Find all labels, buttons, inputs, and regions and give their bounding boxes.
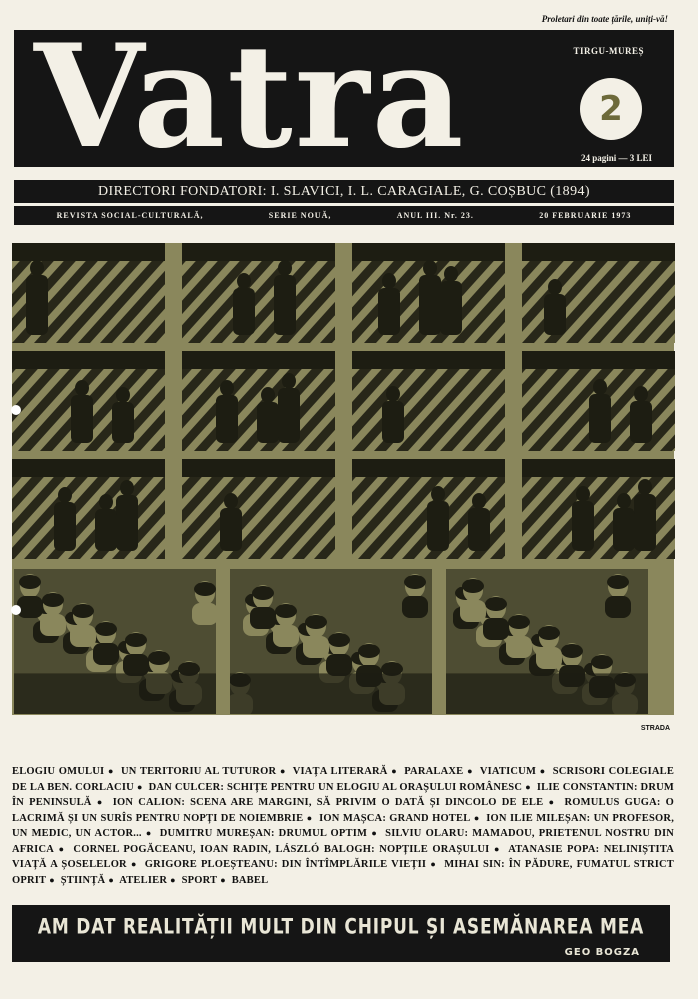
street-photo-frame (12, 351, 165, 451)
bullet-icon: ● (546, 797, 557, 807)
issue-number-badge: 2 (580, 78, 642, 140)
city-label: TIRGU-MUREȘ (573, 46, 644, 56)
publication-date: 20 FEBRUARIE 1973 (539, 211, 632, 220)
contents-item: ILIE CONSTANTIN: DRUM ÎN PENINSULĂ (12, 781, 674, 808)
crowd-photo-frame (230, 569, 432, 714)
founders-line: DIRECTORI FONDATORI: I. SLAVICI, I. L. CARAGIALE, G. COȘBUC (1894) (14, 180, 674, 203)
bullet-icon: ● (57, 843, 66, 854)
contents-item: MIHAI SIN: ÎN PĂDURE, FUMATUL STRICT OPRIT (12, 859, 675, 886)
street-photo-frame (182, 351, 335, 451)
bullet-icon: ● (108, 874, 114, 885)
bullet-icon: ● (370, 828, 379, 838)
street-photo-frame (12, 459, 165, 559)
street-photo-frame (12, 243, 165, 343)
contents-item: SCRISORI COLEGIALE DE LA BEN. CORLACIU (12, 766, 675, 793)
contents-item: ROMULUS GUGA: O LACRIMĂ ȘI UN SURÎS PENTRU NOPȚI DE NOIEMBRIE (12, 797, 674, 824)
contents-item: BABEL (231, 874, 269, 886)
bullet-icon: ● (492, 843, 502, 854)
contents-item: GRIGORE PLOEȘTEANU: DIN ÎNTÎMPLĂRILE VIEȚII (144, 859, 427, 870)
street-photo-frame (522, 351, 675, 451)
bullet-icon: ● (539, 766, 547, 776)
motto: Proletari din toate țările, uniți-vă! (541, 14, 668, 24)
contents-item: VIATICUM (479, 766, 537, 777)
street-photo-frame (182, 459, 335, 559)
quote-author: GEO BOGZA (564, 947, 640, 958)
contents-item: SILVIU OLARU: MAMADOU, PRIETENUL NOSTRU DIN AFRICA (12, 828, 675, 855)
bullet-icon: ● (94, 797, 105, 807)
bullet-icon: ● (473, 812, 480, 823)
quote-text: AM DAT REALITĂȚII MULT DIN CHIPUL ȘI ASEMĂNAREA MEA (37, 914, 645, 940)
bullet-icon: ● (49, 874, 55, 885)
contents-item: ELOGIU OMULUI (12, 766, 105, 777)
contents-item: SPORT (181, 874, 218, 886)
photo-collage (12, 243, 674, 715)
crowd-photo-frame (14, 569, 216, 714)
contents-item: VIAȚA LITERARĂ (292, 766, 388, 777)
bullet-icon: ● (390, 766, 398, 776)
price-label: 24 pagini — 3 LEI (580, 153, 652, 163)
contents-item: PARALAXE (404, 766, 464, 777)
contents-item: ATANASIE POPA: NELINIȘTITA VIAȚĂ A ȘOSELELOR (12, 843, 675, 870)
bullet-icon: ● (144, 828, 153, 838)
bullet-icon: ● (220, 874, 226, 885)
photo-caption: STRADA (640, 725, 670, 732)
contents-item: ION ILIE MILEȘAN: UN PROFESOR, UN MEDIC, UN ACTOR... (12, 812, 675, 839)
punch-hole (11, 605, 21, 615)
street-photo-frame (352, 243, 505, 343)
publication-series: SERIE NOUĂ, (268, 211, 332, 220)
bullet-icon: ● (466, 766, 474, 776)
street-photo-frame (352, 351, 505, 451)
street-photo-frame (522, 243, 675, 343)
contents-item: DAN CULCER: SCHIȚE PENTRU UN ELOGIU AL ORAȘULUI ROMÂNESC (148, 781, 523, 793)
street-photo-frame (522, 459, 675, 559)
bullet-icon: ● (107, 766, 115, 776)
contents-item: ȘTIINȚĂ (60, 874, 106, 886)
bullet-icon: ● (306, 812, 313, 823)
contents-item: ION MAȘCA: GRAND HOTEL (319, 812, 471, 824)
punch-hole (11, 405, 21, 415)
contents-item: CORNEL POGĂCEANU, IOAN RADIN, LÁSZLÓ BALOGH: NOPȚILE ORAȘULUI (73, 843, 490, 855)
publication-year-number: ANUL III. Nr. 23. (396, 211, 474, 220)
publication-type: REVISTA SOCIAL-CULTURALĂ, (56, 211, 204, 220)
magazine-logo: Vatra (34, 14, 466, 180)
street-photo-frame (182, 243, 335, 343)
contents-item: DUMITRU MUREȘAN: DRUMUL OPTIM (159, 828, 368, 839)
contents-item: ION CALION: SCENA ARE MARGINI, SĂ PRIVIM O DATĂ ȘI DINCOLO DE ELE (112, 797, 544, 808)
bullet-icon: ● (429, 859, 438, 869)
quote-banner (12, 905, 670, 962)
bullet-icon: ● (525, 781, 531, 792)
bullet-icon: ● (136, 781, 143, 792)
crowd-photo-frame (446, 569, 648, 714)
bullet-icon: ● (170, 874, 176, 885)
street-photo-frame (352, 459, 505, 559)
bullet-icon: ● (279, 766, 287, 776)
contents-item: UN TERITORIU AL TUTUROR (120, 766, 277, 777)
bullet-icon: ● (129, 859, 138, 869)
table-of-contents (12, 764, 674, 888)
publication-info-line (14, 206, 674, 225)
contents-item: ATELIER (119, 874, 168, 886)
